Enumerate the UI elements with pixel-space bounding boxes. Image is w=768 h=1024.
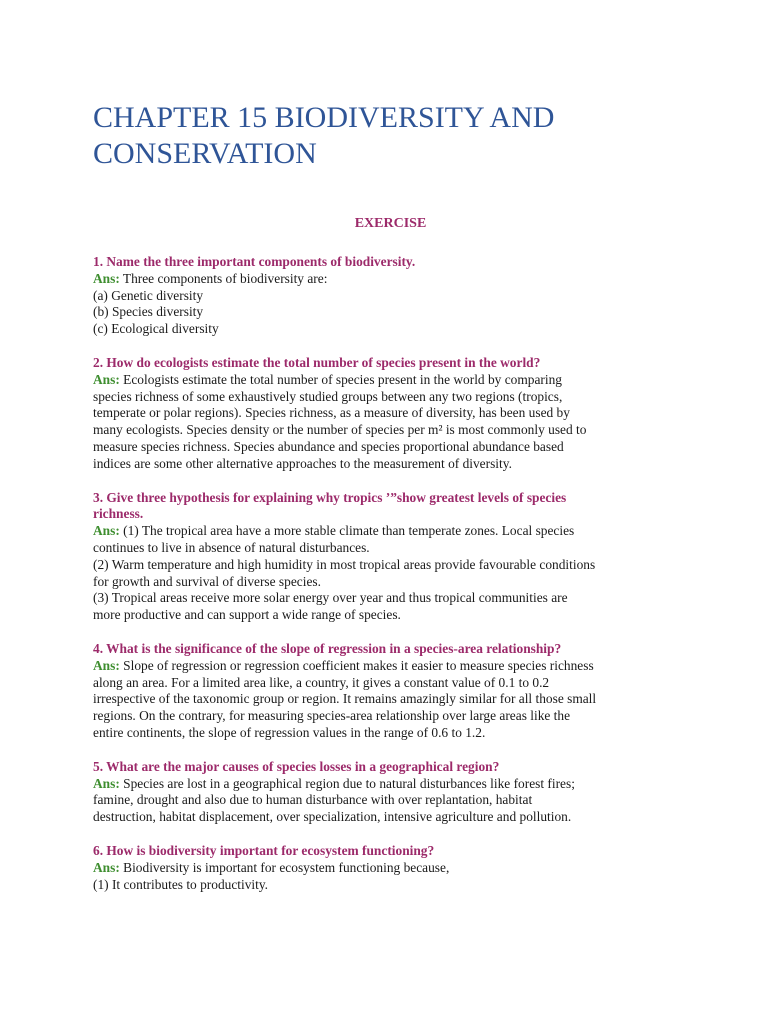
answer-line: regions. On the contrary, for measuring species-area relationship over large areas like the: [93, 708, 571, 724]
question-block: [93, 759, 688, 826]
answer-line: (2) Warm temperature and high humidity in most tropical areas provide favourable conditions: [93, 556, 596, 572]
question-text: 2. How do ecologists estimate the total number of species present in the world?: [93, 354, 541, 370]
answer-text: Biodiversity is important for ecosystem functioning because,: [123, 859, 450, 875]
answer-text: Ecologists estimate the total number of species present in the world by comparing: [123, 371, 562, 387]
answer-label: Ans:: [93, 859, 120, 875]
question-block: [93, 490, 688, 624]
answer-label: Ans:: [93, 371, 120, 387]
chapter-title-line: CONSERVATION: [93, 137, 317, 170]
answer-text: Slope of regression or regression coefficient makes it easier to measure species richness: [123, 657, 594, 673]
answer-line: many ecologists. Species density or the number of species per m² is most commonly used to: [93, 422, 587, 438]
answer-line: (c) Ecological diversity: [93, 321, 219, 337]
answer-line: destruction, habitat displacement, over specialization, intensive agriculture and pollution.: [93, 809, 572, 825]
answer-line: more productive and can support a wide range of species.: [93, 607, 401, 623]
answer-line: (b) Species diversity: [93, 304, 204, 320]
answer-line: [93, 372, 688, 389]
answer-line: famine, drought and also due to human disturbance with over replantation, habitat: [93, 792, 533, 808]
question-text: 5. What are the major causes of species losses in a geographical region?: [93, 758, 500, 774]
question-block: [93, 843, 688, 893]
answer-line: [93, 271, 688, 288]
answer-line: indices are some other alternative approaches to the measurement of diversity.: [93, 455, 512, 471]
chapter-title-line: CHAPTER 15 BIODIVERSITY AND: [93, 101, 555, 134]
answer-line: irrespective of the taxonomic group or region. It remains amazingly similar for all those small: [93, 691, 597, 707]
answer-label: Ans:: [93, 270, 120, 286]
answer-label: Ans:: [93, 775, 120, 791]
answer-line: (3) Tropical areas receive more solar energy over year and thus tropical communities are: [93, 590, 568, 606]
question-block: [93, 254, 688, 338]
exercise-heading: EXERCISE: [354, 216, 427, 231]
question-text: 4. What is the significance of the slope of regression in a species-area relationship?: [93, 640, 562, 656]
answer-line: (1) It contributes to productivity.: [93, 876, 269, 892]
answer-line: entire continents, the slope of regression values in the range of 0.6 to 1.2.: [93, 724, 486, 740]
answer-line: continues to live in absence of natural disturbances.: [93, 539, 370, 555]
question-list: [93, 254, 688, 893]
answer-label: Ans:: [93, 523, 120, 539]
answer-text: Species are lost in a geographical region due to natural disturbances like forest fires;: [123, 775, 575, 791]
question-text: richness.: [93, 506, 144, 522]
answer-text: (1) The tropical area have a more stable climate than temperate zones. Local species: [123, 523, 575, 539]
question-block: [93, 355, 688, 473]
answer-line: [93, 860, 688, 877]
question-text: 6. How is biodiversity important for ecosystem functioning?: [93, 842, 435, 858]
answer-line: [93, 776, 688, 793]
chapter-title: [93, 100, 688, 172]
answer-line: species richness of some exhaustively studied groups between any two regions (tropics,: [93, 388, 563, 404]
question-text: 1. Name the three important components of biodiversity.: [93, 254, 416, 269]
question-block: [93, 641, 688, 742]
answer-line: temperate or polar regions). Species richness, as a measure of diversity, has been used by: [93, 405, 570, 421]
answer-text: Three components of biodiversity are:: [122, 270, 328, 286]
answer-label: Ans:: [93, 657, 120, 673]
question-text: 3. Give three hypothesis for explaining why tropics ’”show greatest levels of species: [93, 489, 567, 505]
answer-line: (a) Genetic diversity: [93, 287, 204, 303]
answer-line: measure species richness. Species abundance and species proportional abundance based: [93, 438, 564, 454]
answer-line: [93, 523, 688, 540]
answer-line: along an area. For a limited area like, a country, it gives a constant value of 0.1 to 0.2: [93, 674, 550, 690]
answer-line: for growth and survival of diverse species.: [93, 573, 321, 589]
answer-line: [93, 658, 688, 675]
